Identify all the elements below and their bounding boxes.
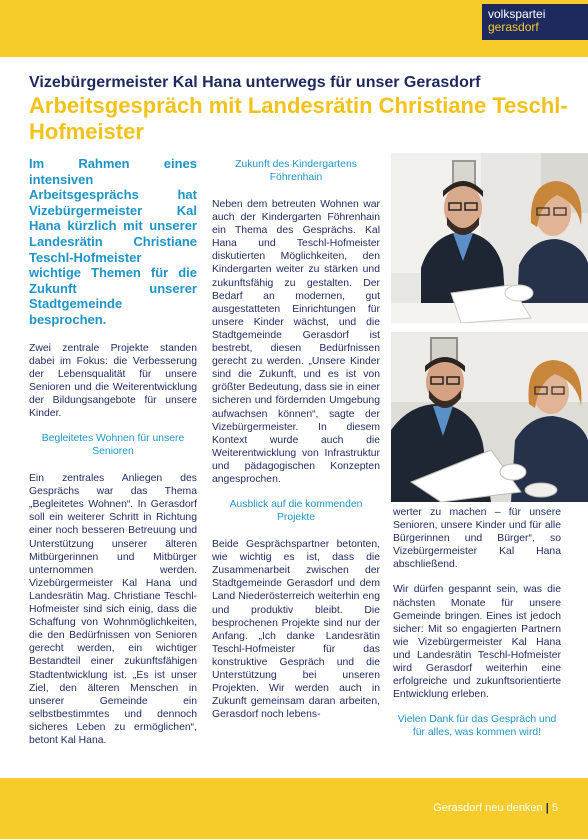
closing-quote-paragraph: werter zu machen – für unsere Senioren, unsere Kinder und für alle Bürgerinnen und Bürger“, so Vizebürgermeister Kal Hana abschließend. — [393, 507, 561, 571]
column-2 — [212, 158, 380, 733]
kindergarten-paragraph: Neben dem betreuten Wohnen war auch der Kindergarten Föhrenhain ein Thema des Gesprächs. Kal Hana und Teschl-Hofmeister diskutierten Möglichkeiten, den Kindergarten weiter zu stärken und zukunftsfähig zu gestalten. Der Bedarf an modernen, gut ausgestatteten Einrichtungen für unsere Kinder wächst, und die Stadtgemeinde Gerasdorf ist bestrebt, diesen Bedürfnissen gerecht zu werden. „Unsere Kinder sind die Zukunft, und es ist von größter Bedeutung, dass sie in einer sicheren und fördernden Umgebung aufwachsen können“, sagte der Vizebürgermeister. In diesem Kontext wurde auch die Weiterentwicklung von Infrastruktur und pädagogischen Konzepten angesprochen. — [212, 199, 380, 485]
senior-living-paragraph: Ein zentrales Anliegen des Gesprächs war das Thema „Begleitetes Wohnen“. In Gerasdorf soll ein weiterer Schritt in Richtung einer noch besseren Betreuung und Unterstützung unserer älteren Mitbürgerinnen und Mitbürger unternommen werden. Vizebürgermeister Kal Hana und Landesrätin Mag. Christiane Teschl-Hofmeister sind sich einig, dass die Schaffung von Wohnmöglichkeiten, die den Bedürfnissen von Senioren gerecht werden, ein wichtiger Bestandteil einer zukunftsfähigen Stadtentwicklung ist. „Es ist unser Ziel, den älteren Menschen in unserer Gemeinde ein selbstbestimmtes und dennoch sicheres Leben zu ermöglichen“, betont Kal Hana. — [29, 473, 197, 746]
logo-line-2: gerasdorf — [488, 20, 539, 34]
outlook-paragraph: Beide Gesprächspartner betonten, wie wichtig es ist, dass die Zusammenarbeit zwischen der Stadtgemeinde Gerasdorf und dem Land Niederösterreich weiterhin eng und produktiv bleibt. Die besprochenen Projekte sind nur der Anfang. „Ich danke Landesrätin Teschl-Hofmeister für das konstruktive Gespräch und die Unterstützung bei unseren Projekten. Wir werden auch in Zukunft gemeinsam daran arbeiten, Gerasdorf noch lebens- — [212, 539, 380, 721]
article-kicker: Vizebürgermeister Kal Hana unterwegs für unser Gerasdorf — [29, 74, 481, 91]
page-footer — [433, 802, 558, 814]
subheading-kindergarten: Zukunft des Kindergartens Föhrenhain — [235, 159, 357, 183]
column-1 — [29, 156, 197, 759]
article-headline: Arbeitsgespräch mit Landesrätin Christiane Teschl-Hofmeister — [29, 93, 568, 144]
page-number: 5 — [551, 802, 558, 814]
subheading-outlook: Ausblick auf die kommenden Projekte — [229, 499, 363, 524]
column-3 — [393, 506, 561, 739]
logo-line-1: volkspartei — [488, 7, 546, 21]
subheading-senior-living: Begleitetes Wohnen für unsere Senioren — [41, 433, 185, 458]
footer-separator: | — [545, 802, 549, 814]
meeting-photo-2 — [391, 332, 588, 502]
footer-slogan: Gerasdorf neu denken — [433, 802, 543, 814]
meeting-photo-1 — [391, 153, 588, 323]
outlook-closing-paragraph: Wir dürfen gespannt sein, was die nächsten Monate für unsere Gemeinde bringen. Eines ist jedoch sicher: Mit so engagierten Partnern wie Vizebürgermeister Kal Hana und Landesrätin Teschl-Hofmeister wird Gerasdorf weiterhin eine erfolgreiche und zukunftsorientierte Entwicklung erleben. — [393, 584, 561, 701]
intro-paragraph: Zwei zentrale Projekte standen dabei im Fokus: die Verbesserung der Lebensqualität für unsere Senioren und die Weiterentwicklung der Bildungsangebote für unsere Kinder. — [29, 342, 197, 419]
thank-you-note: Vielen Dank für das Gespräch und für alles, was kommen wird! — [397, 714, 557, 739]
lead-paragraph: Im Rahmen eines intensiven Arbeitsgesprächs hat Vizebürgermeister Kal Hana kürzlich mit unserer Landesrätin Christiane Teschl-Hofmeister wichtige Themen für die Zukunft unserer Stadtgemeinde besprochen. — [29, 156, 197, 327]
party-logo — [482, 4, 588, 40]
